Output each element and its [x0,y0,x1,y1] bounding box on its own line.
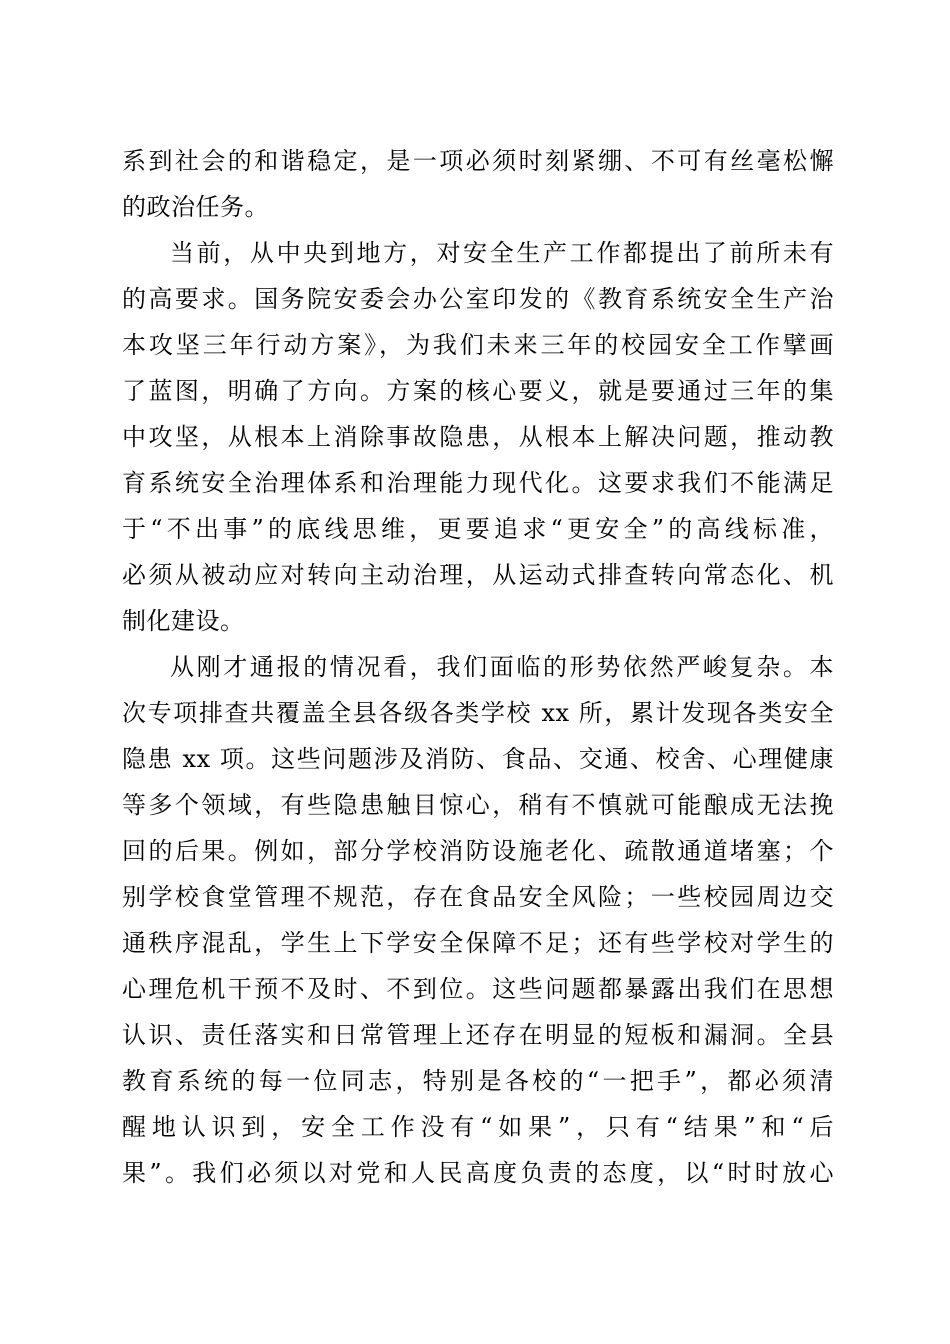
text-line: 别学校食堂管理不规范，存在食品安全风险；一些校园周边交 [122,883,834,911]
text-line: 果”。我们必须以对党和人民高度负责的态度，以“时时放心 [122,1159,834,1187]
text-line: 认识、责任落实和日常管理上还存在明显的短板和漏洞。全县 [122,1021,834,1049]
paragraph [122,230,834,644]
text-line: 系到社会的和谐稳定，是一项必须时刻紧绷、不可有丝毫松懈 [122,147,834,175]
text-line: 于“不出事”的底线思维，更要追求“更安全”的高线标准， [122,515,834,543]
text-line: 通秩序混乱，学生上下学安全保障不足；还有些学校对学生的 [122,929,834,957]
text-line: 了蓝图，明确了方向。方案的核心要义，就是要通过三年的集 [122,377,834,405]
text-line: 心理危机干预不及时、不到位。这些问题都暴露出我们在思想 [122,975,834,1003]
text-line: 当前，从中央到地方，对安全生产工作都提出了前所未有 [170,239,834,267]
text-line: 的政治任务。 [122,193,269,221]
text-line: 从刚才通报的情况看，我们面临的形势依然严峻复杂。本 [170,653,834,681]
text-line: 隐患 xx 项。这些问题涉及消防、食品、交通、校舍、心理健康 [122,745,834,773]
text-line: 本攻坚三年行动方案》，为我们未来三年的校园安全工作擘画 [122,331,834,359]
text-line: 次专项排查共覆盖全县各级各类学校 xx 所，累计发现各类安全 [122,699,834,727]
document-body [122,138,834,1196]
text-line: 中攻坚，从根本上消除事故隐患，从根本上解决问题，推动教 [122,423,834,451]
text-line: 醒地认识到，安全工作没有“如果”，只有“结果”和“后 [122,1113,834,1141]
text-line: 育系统安全治理体系和治理能力现代化。这要求我们不能满足 [122,469,834,497]
paragraph [122,138,834,230]
text-line: 必须从被动应对转向主动治理，从运动式排查转向常态化、机 [122,561,834,589]
text-line: 回的后果。例如，部分学校消防设施老化、疏散通道堵塞；个 [122,837,834,865]
text-line: 教育系统的每一位同志，特别是各校的“一把手”，都必须清 [122,1067,834,1095]
text-line: 等多个领域，有些隐患触目惊心，稍有不慎就可能酿成无法挽 [122,791,834,819]
text-line: 制化建设。 [122,607,245,635]
text-line: 的高要求。国务院安委会办公室印发的《教育系统安全生产治 [122,285,834,313]
paragraph [122,644,834,1196]
